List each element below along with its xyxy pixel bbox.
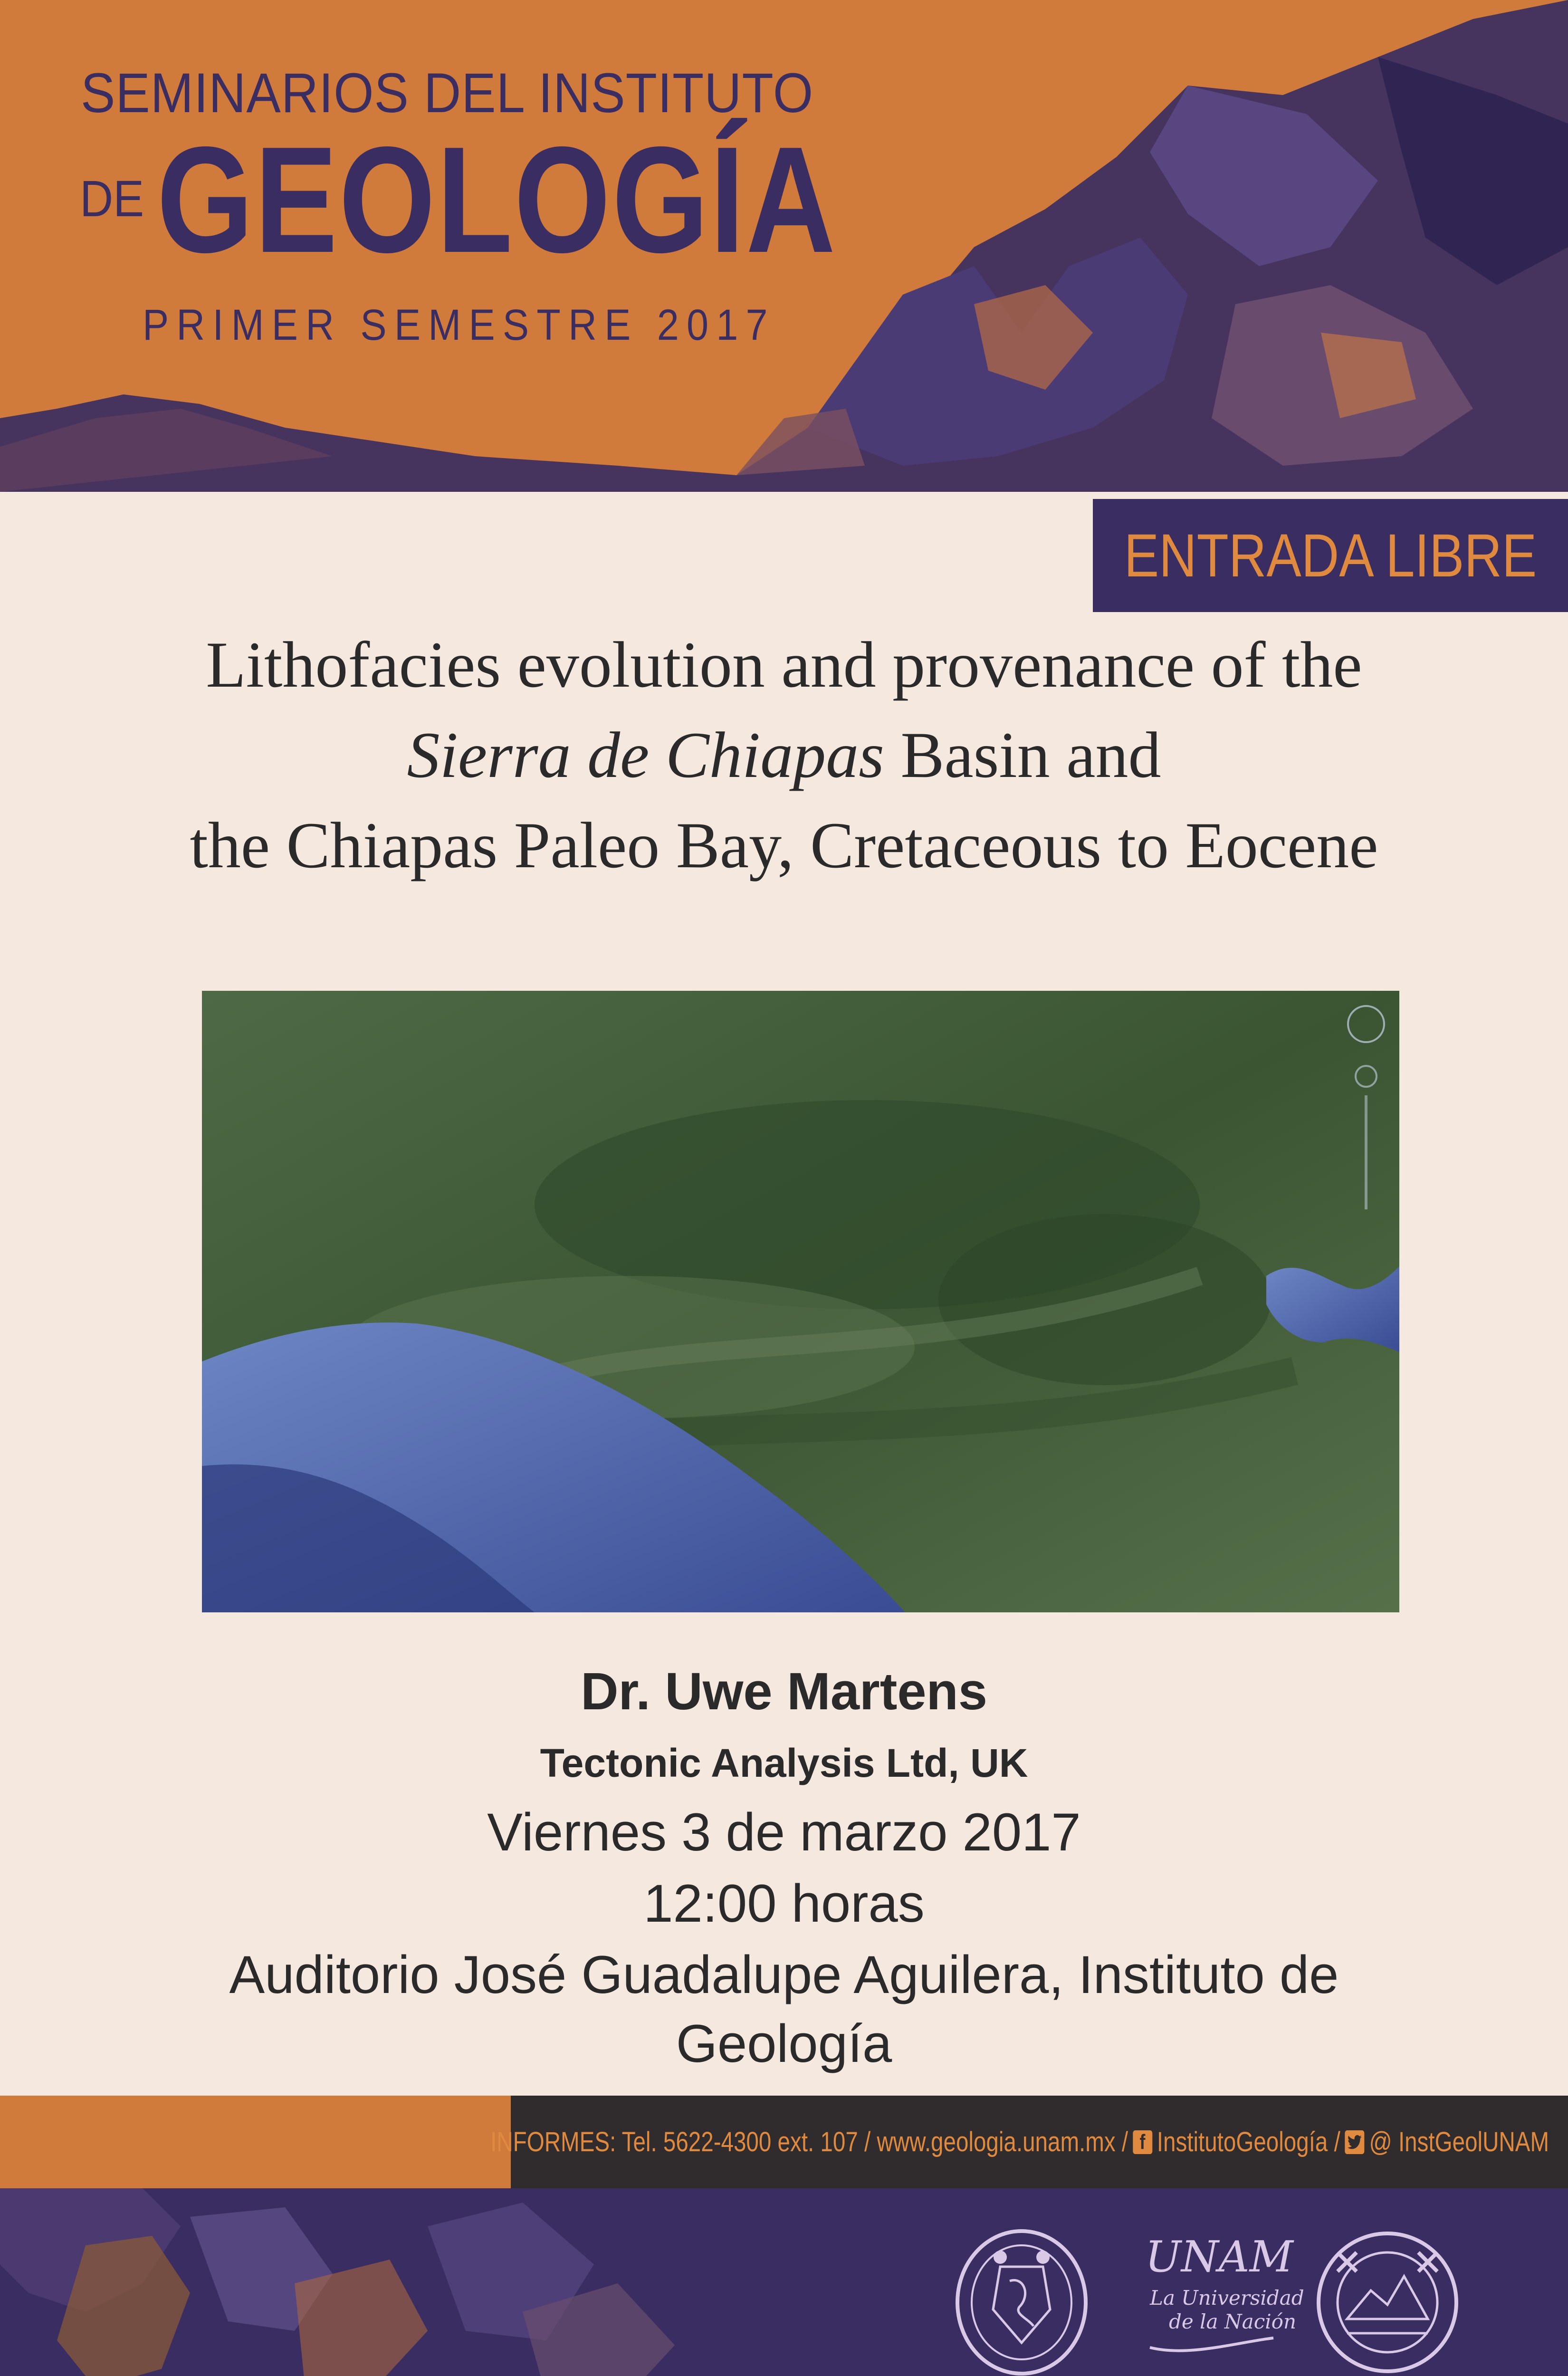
talk-title-rest: Basin and — [884, 719, 1161, 791]
free-entry-label: ENTRADA LIBRE — [1124, 521, 1537, 590]
event-date: Viernes 3 de marzo 2017 — [487, 1802, 1081, 1862]
series-title-de: DE — [80, 170, 144, 227]
facebook-icon: f — [1133, 2130, 1152, 2154]
instituto-geologia-seal-logo — [1309, 2224, 1466, 2376]
header-banner — [0, 0, 1568, 492]
series-title-main: GEOLOGÍA — [157, 115, 837, 284]
contact-phone-web: INFORMES: Tel. 5622-4300 ext. 107 / www.geologia.unam.mx / — [490, 2127, 1128, 2157]
talk-title-line-3: the Chiapas Paleo Bay, Cretaceous to Eocene — [190, 809, 1378, 881]
unam-brand-text: UNAM — [1145, 2232, 1293, 2282]
series-title-line: SEMINARIOS DEL INSTITUTO — [81, 62, 814, 125]
unam-seal-logo — [948, 2224, 1095, 2376]
unam-tagline-logo — [1131, 2224, 1304, 2376]
contact-bar-accent — [0, 2096, 511, 2188]
contact-bar — [490, 2096, 1568, 2188]
speaker-name: Dr. Uwe Martens — [581, 1662, 987, 1721]
contact-facebook: InstitutoGeología / — [1157, 2127, 1340, 2157]
event-time: 12:00 horas — [643, 1874, 925, 1933]
contact-twitter: @ InstGeolUNAM — [1369, 2127, 1549, 2157]
free-entry-badge — [1093, 499, 1568, 612]
semester-label: PRIMER SEMESTRE 2017 — [143, 301, 775, 349]
event-venue-line-2: Geología — [676, 2014, 892, 2073]
event-venue-line-1: Auditorio José Guadalupe Aguilera, Instituto de — [229, 1945, 1339, 2004]
contact-info — [490, 2126, 1549, 2158]
unam-tagline-line-2: de la Nación — [1169, 2310, 1296, 2333]
twitter-icon — [1345, 2130, 1365, 2154]
unam-tagline-line-1: La Universidad — [1150, 2286, 1304, 2309]
speaker-affiliation: Tectonic Analysis Ltd, UK — [540, 1741, 1028, 1785]
talk-title-italic: Sierra de Chiapas — [407, 719, 884, 791]
talk-title-line-2 — [48, 719, 1520, 791]
talk-title-line-1: Lithofacies evolution and provenance of the — [206, 628, 1362, 701]
footer-rock-illustration — [0, 2188, 713, 2376]
satellite-map-image — [202, 991, 1399, 1612]
